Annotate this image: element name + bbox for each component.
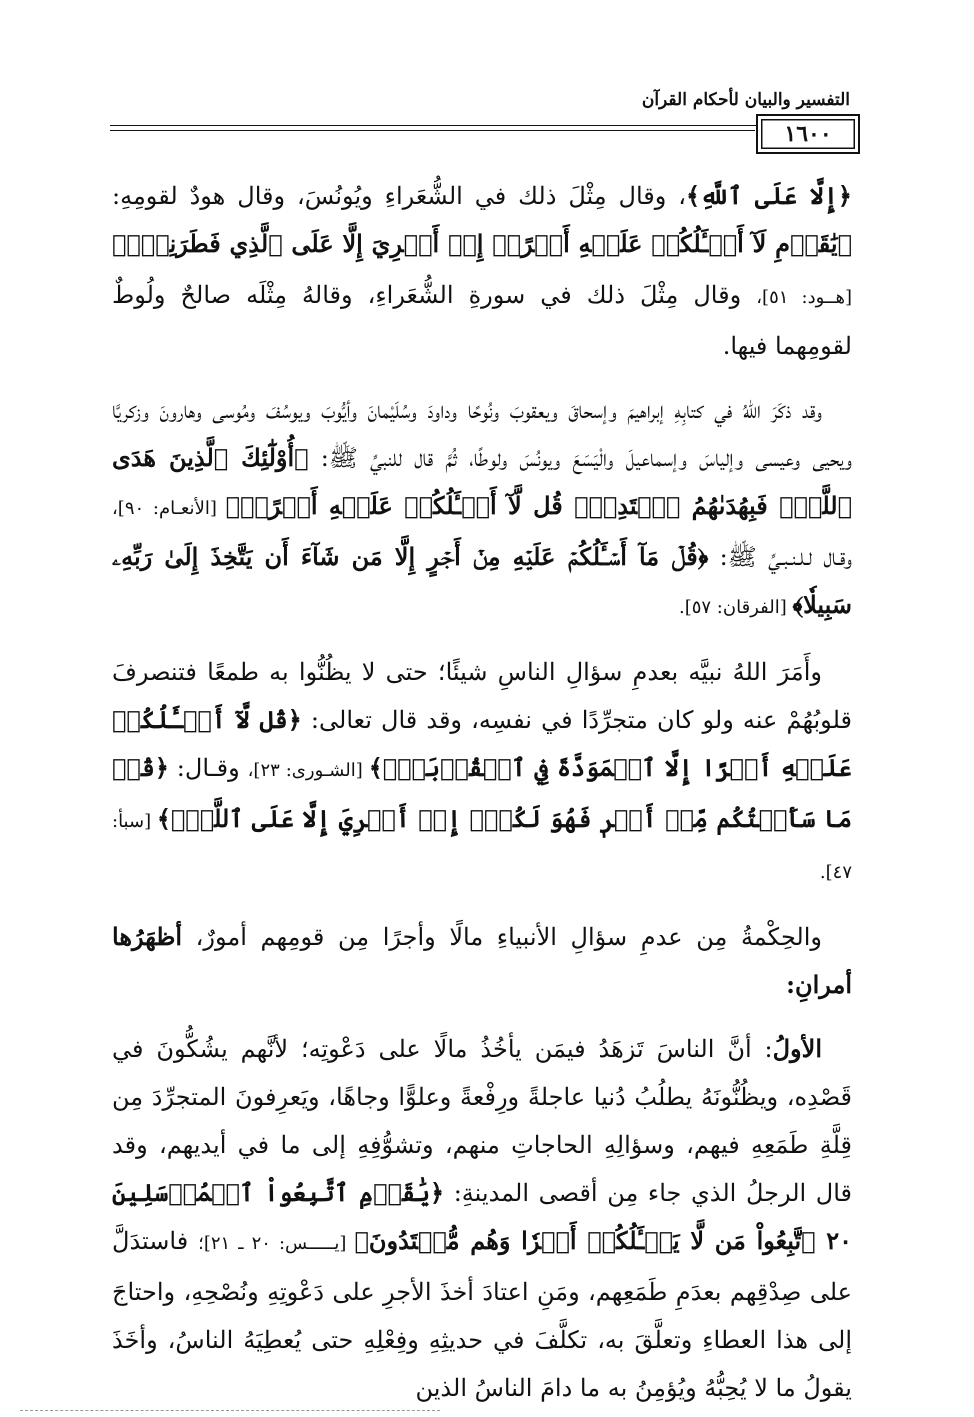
- text-run: وقد ذكَرَ اللهُ في كتابِهِ إبراهيمَ وإسحاقَ ويعقوبَ ونُوحًا وداودَ وسُلَيْمانَ وأيُّوبَ ويوسُفَ ومُوسى وهارونَ وزكريَّا ويحيى وعيسى وإلياسَ وإسماعيلَ والْيَسَعَ ويونُسَ ولوطًا، ثُمَّ قال للنبيِّ ﷺ:: [112, 396, 852, 472]
- text-run: وقال مِثْلَ ذلك في سورةِ الشُّعَراءِ، وقالهُ مِثْلَه صالحٌ ولُوطٌ لقومِهما فيها.: [112, 281, 852, 360]
- quran-verse: ﴿إِلَّا عَلَى ٱللَّهِ﴾: [686, 181, 852, 210]
- quran-verse: ﴿يَٰقَوۡمِ لَآ أَسۡـَٔلُكُمۡ عَلَيۡهِ أَجۡرًاۖ إِنۡ أَجۡرِيَ إِلَّا عَلَى ٱلَّذِي فَطَرَنِيٓۚ﴾: [112, 229, 852, 258]
- quran-verse: ﴿قُل لَّآ أَسۡـَٔلُكُمۡ عَلَيۡهِ أَجۡرًا إِلَّا ٱلۡمَوَدَّةَ فِي ٱلۡقُرۡبَىٰۗ﴾: [112, 705, 852, 782]
- text-run: والحِكْمةُ مِن عدمِ سؤالِ الأنبياءِ مالًا وأجرًا مِن قومِهم أمورٌ،: [182, 923, 823, 951]
- text-run: ، وقال مِثْلَ ذلك في الشُّعَراءِ ويُونُسَ، وقال هودٌ لقومِهِ:: [112, 182, 687, 210]
- quran-verse: ﴿أُوْلَٰٓئِكَ ٱلَّذِينَ هَدَى ٱللَّهُۖ فَبِهُدَىٰهُمُ ٱقۡتَدِهۡۗ قُل لَّآ أَسۡـَٔلُكُمۡ عَلَيۡهِ أَجۡرًاۖ﴾: [112, 443, 852, 520]
- quran-verse: ﴿قُلۡ مَا سَأَلۡتُكُم مِّنۡ أَجۡرٖ فَهُوَ لَكُمۡۖ إِنۡ أَجۡرِيَ إِلَّا عَلَى ٱللَّهِۖ﴾: [112, 753, 853, 833]
- book-title: التفسير والبيان لأحكام القرآن: [641, 90, 850, 110]
- body-text: [112, 172, 852, 1412]
- header-rule-top: [110, 125, 860, 126]
- verse-reference: [سبأ: ٤٧].: [112, 811, 852, 883]
- paragraph: [112, 172, 852, 370]
- text-run: وقـال لـلـنـبـيِّ ﷺ:: [708, 543, 853, 571]
- verse-reference: [الشـورى: ٢٣]،: [247, 760, 369, 781]
- paragraph: [112, 386, 852, 632]
- quran-verse: ﴿يَٰقَوۡمِ ٱتَّبِعُواْ ٱلۡمُرۡسَلِينَ ٢٠ ٱتَّبِعُواْ مَن لَّا يَسۡـَٔلُكُمۡ أَجۡرٗا وَهُم مُّهۡتَدُونَ﴾: [112, 1178, 853, 1255]
- page-number: ١٦٠٠: [784, 121, 832, 147]
- bold-heading: الأولُ: [772, 1034, 822, 1063]
- verse-reference: [هــود: ٥١]،: [756, 287, 852, 308]
- paragraph: [112, 1025, 852, 1412]
- running-header: [110, 70, 860, 160]
- bold-heading: أظهَرُها أمرانِ:: [112, 922, 852, 999]
- page-number-frame: [756, 114, 860, 154]
- paragraph: [112, 648, 852, 897]
- text-run: فاستدَلَّ على صِدْقِهم بعدَمِ طَمَعِهم، ومَنِ اعتادَ أخذَ الأجرِ على دَعْوتِهِ ونُصْحِهِ، واحتاجَ إلى هذا العطاءِ وتعلَّقَ به، تكلَّفَ في حديثِهِ وفِعْلِهِ حتى يُعطِيَهُ الناسُ، وأخَذَ يقولُ ما لا يُحِبُّهُ ويُؤمِنُ به ما دامَ الناسُ الذين: [112, 1227, 852, 1402]
- text-run: وأَمَرَ اللهُ نبيَّه بعدمِ سؤالِ الناسِ شيئًا؛ حتى لا يظُنُّوا به طمعًا فتنصرفَ قلوبُهُمْ عنه ولو كان متجرِّدًا في نفسِه، وقد قال تعالى:: [112, 658, 852, 734]
- text-run: وقـال:: [168, 754, 248, 782]
- verse-reference: [يـــــس: ٢٠ ـ ٢١]؛: [198, 1233, 355, 1254]
- paragraph: [112, 913, 852, 1009]
- text-run: : أنَّ الناسَ تَزهَدُ فيمَن يأخُذُ مالًا على دَعْوتِه؛ لأنَّهم يشُكُّونَ في قَصْدِه، ويظُنُّونَهُ يطلُبُ دُنيا عاجلةً ورِفْعةً وعلوًّا وجاهًا، ويَعرِفونَ المتجرِّدَ مِن قِلَّةِ طَمَعِهِ فيهم، وسؤالِهِ الحاجاتِ منهم، وتشوُّفِهِ إلى ما في أيديهم، وقد قال الرجلُ الذي جاء مِن أقصى المدينةِ:: [112, 1035, 853, 1207]
- bottom-edge-rule: [20, 1410, 440, 1411]
- verse-reference: [الفرقان: ٥٧].: [678, 597, 793, 618]
- verse-reference: [الأنعـام: ٩٠]،: [112, 498, 226, 519]
- quran-verse: ﴿قُلۡ مَآ أَسۡـَٔلُكُمۡ عَلَيۡهِ مِنۡ أَجۡرٍ إِلَّا مَن شَآءَ أَن يَتَّخِذَ إِلَىٰ رَبِّهِۦ سَبِيلٗا﴾: [112, 542, 852, 619]
- header-rule-bottom: [110, 130, 755, 131]
